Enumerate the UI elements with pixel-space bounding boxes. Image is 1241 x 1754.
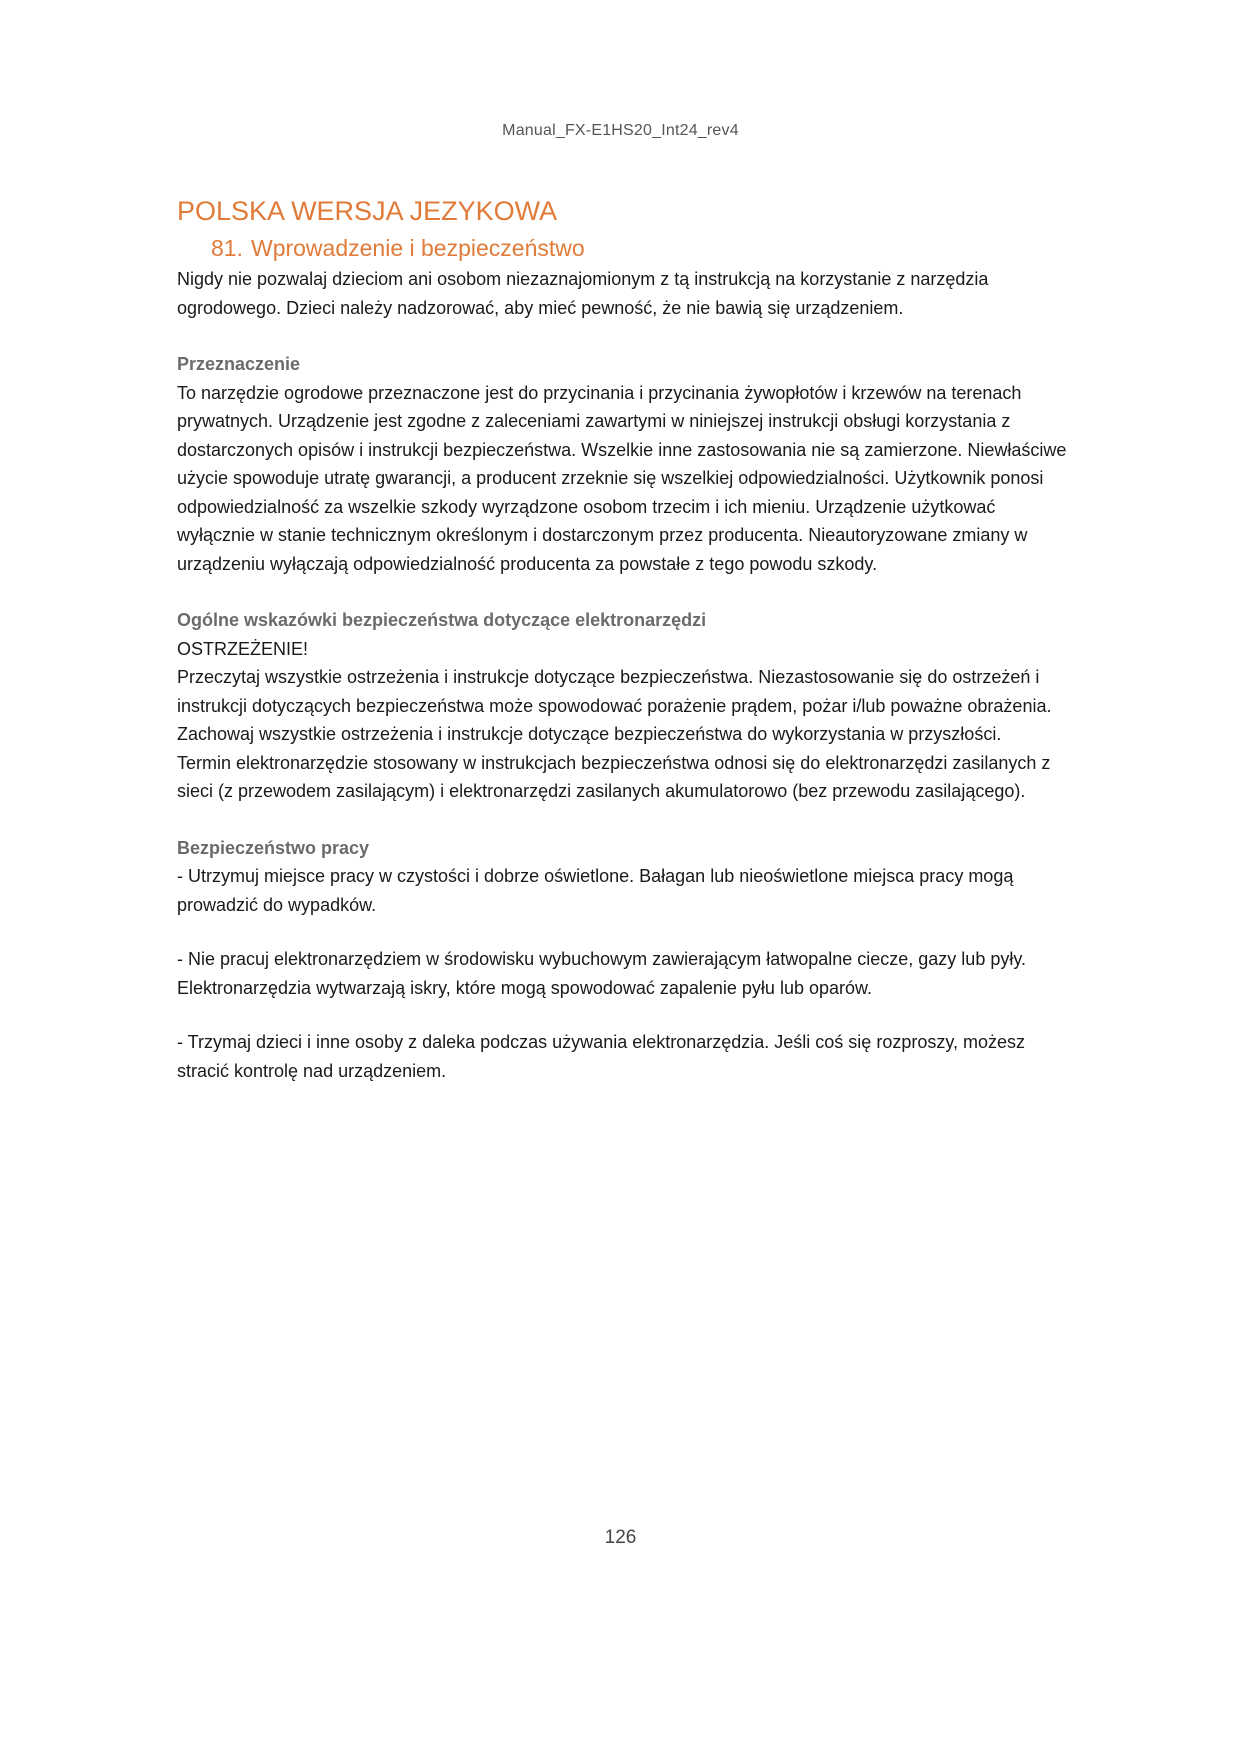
work-safety-heading: Bezpieczeństwo pracy bbox=[177, 837, 370, 858]
subsection-number: 81. bbox=[211, 235, 243, 261]
spacer bbox=[177, 806, 1077, 834]
subsection-title-text: Wprowadzenie i bezpieczeństwo bbox=[250, 235, 585, 261]
page-content bbox=[177, 193, 1077, 1085]
spacer bbox=[177, 322, 1077, 350]
intro-paragraph: Nigdy nie pozwalaj dzieciom ani osobom niezaznajomionym z tą instrukcją na korzystanie z narzędzia ogrodowego. Dzieci należy nadzorować, aby mieć pewność, że nie bawią się urządzeniem. bbox=[177, 269, 989, 318]
section-title: POLSKA WERSJA JEZYKOWA bbox=[177, 196, 558, 226]
page-number: 126 bbox=[604, 1527, 637, 1548]
general-safety-paragraph-2: Zachowaj wszystkie ostrzeżenia i instrukcje dotyczące bezpieczeństwa do wykorzystania w przyszłości. bbox=[177, 724, 1002, 744]
warning-label: OSTRZEŻENIE! bbox=[177, 638, 309, 659]
spacer bbox=[177, 919, 1077, 945]
general-safety-paragraph-3: Termin elektronarzędzie stosowany w instrukcjach bezpieczeństwa odnosi się do elektronarzędzi zasilanych z sieci (z przewodem zasilającym) i elektronarzędzi zasilanych akumulatorowo (bez przewodu zasilającego). bbox=[177, 752, 1051, 801]
purpose-paragraph: To narzędzie ogrodowe przeznaczone jest do przycinania i przycinania żywopłotów i krzewów na terenach prywatnych. Urządzenie jest zgodne z zaleceniami zawartymi w niniejszej instrukcji obsługi korzystania z dostarczonych opisów i instrukcji bezpieczeństwa. Wszelkie inne zastosowania nie są zamierzone. Niewłaściwe użycie spowoduje utratę gwarancji, a producent zrzeknie się wszelkiej odpowiedzialności. Użytkownik ponosi odpowiedzialność za wszelkie szkody wyrządzone osobom trzecim i ich mieniu. Urządzenie użytkować wyłącznie w stanie technicznym określonym i dostarczonym przez producenta. Nieautoryzowane zmiany w urządzeniu wyłączają odpowiedzialność producenta za powstałe z tego powodu szkody. bbox=[177, 382, 1067, 574]
spacer bbox=[177, 578, 1077, 606]
purpose-heading: Przeznaczenie bbox=[177, 354, 301, 374]
running-header: Manual_FX-E1HS20_Int24_rev4 bbox=[502, 122, 739, 139]
general-safety-heading: Ogólne wskazówki bezpieczeństwa dotyczące elektronarzędzi bbox=[177, 610, 707, 630]
work-safety-item: - Trzymaj dzieci i inne osoby z daleka podczas używania elektronarzędzia. Jeśli coś się rozproszy, możesz stracić kontrolę nad urządzeniem. bbox=[177, 1032, 1026, 1081]
work-safety-item: - Utrzymuj miejsce pracy w czystości i dobrze oświetlone. Bałagan lub nieoświetlone miejsca pracy mogą prowadzić do wypadków. bbox=[177, 866, 1014, 915]
work-safety-item: - Nie pracuj elektronarzędziem w środowisku wybuchowym zawierającym łatwopalne ciecze, gazy lub pyły. Elektronarzędzia wytwarzają iskry, które mogą spowodować zapalenie pyłu lub oparów. bbox=[177, 949, 1027, 998]
subsection-title bbox=[211, 233, 1077, 263]
spacer bbox=[177, 1002, 1077, 1028]
general-safety-paragraph-1: Przeczytaj wszystkie ostrzeżenia i instrukcje dotyczące bezpieczeństwa. Niezastosowanie się do ostrzeżeń i instrukcji dotyczących bezpieczeństwa może spowodować porażenie prądem, pożar i/lub poważne obrażenia. bbox=[177, 667, 1052, 716]
